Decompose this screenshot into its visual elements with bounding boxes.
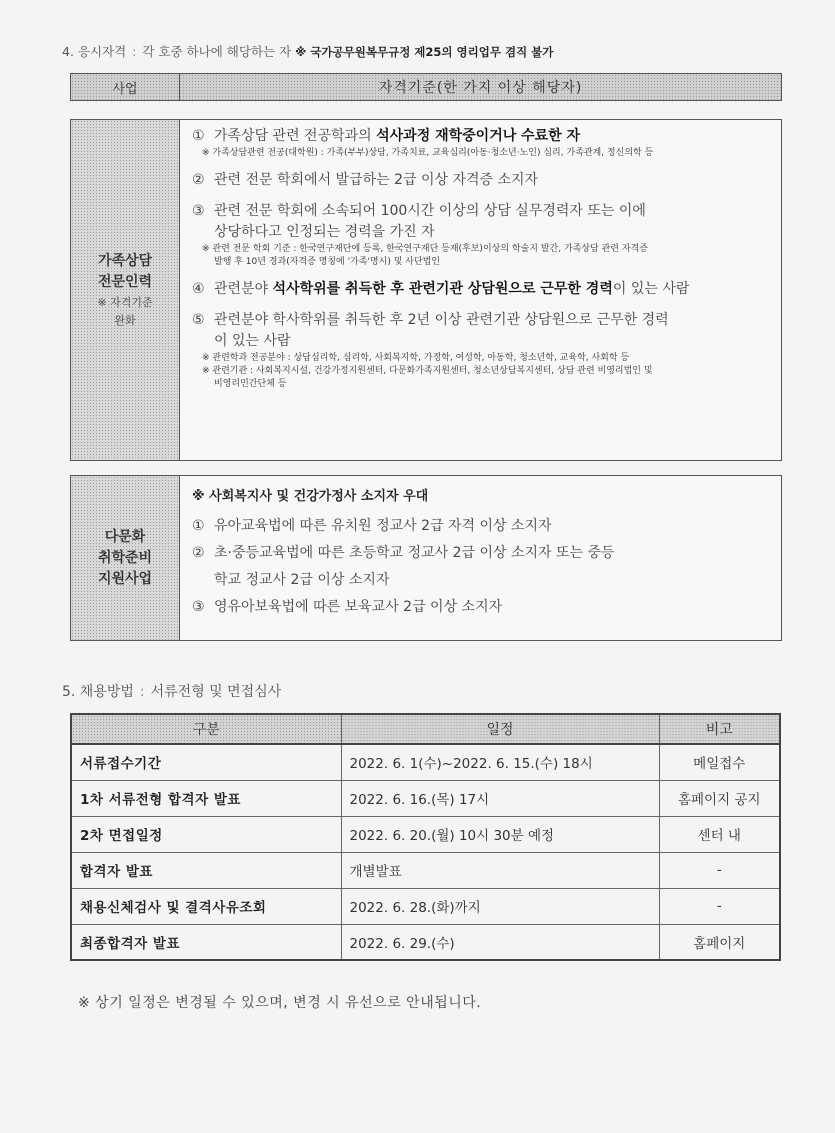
table-row	[71, 816, 780, 852]
header-category: 구분	[71, 714, 341, 744]
item-text-tail: 이 있는 사람	[612, 281, 690, 297]
row-remark: -	[659, 852, 780, 888]
table-row	[71, 744, 780, 780]
qualification-table-header	[70, 73, 782, 101]
row-remark: 홈페이지	[659, 924, 780, 960]
item-number: ①	[192, 128, 205, 144]
table-row	[71, 888, 780, 924]
item-text: 관련분야	[214, 281, 273, 297]
row-category: 채용신체검사 및 결격사유조회	[71, 888, 341, 924]
row-category: 최종합격자 발표	[71, 924, 341, 960]
row-category: 서류접수기간	[71, 744, 341, 780]
item-text: 관련분야 학사학위를 취득한 후 2년 이상 관련기관 상담원으로 근무한 경력	[214, 312, 669, 328]
family-counseling-label	[71, 120, 180, 460]
item-bold-text: 석사과정 재학중이거나 수료한 자	[376, 128, 581, 144]
header-date: 일정	[341, 714, 659, 744]
multicultural-block	[70, 475, 782, 641]
section-5-desc: 서류전형 및 면접심사	[150, 684, 282, 700]
item-text-cont: 학교 정교사 2급 이상 소지자	[214, 572, 390, 588]
family-label-sub1: ※ 자격기준	[97, 296, 153, 309]
row-date: 2022. 6. 29.(수)	[341, 924, 659, 960]
row-remark: 메일접수	[659, 744, 780, 780]
item-text: 유아교육법에 따른 유치원 정교사 2급 자격 이상 소지자	[214, 518, 552, 534]
multi-item-3	[192, 594, 771, 621]
multi-label-line3: 지원사업	[97, 570, 153, 587]
section-5-colon: :	[139, 684, 145, 700]
criteria-item-5-note3: 비영리민간단체 등	[214, 379, 287, 389]
row-date: 2022. 6. 20.(월) 10시 30분 예정	[341, 816, 659, 852]
criteria-item-5	[192, 310, 771, 352]
section-4-title	[62, 42, 553, 60]
schedule-header-row	[71, 714, 780, 744]
item-number: ③	[192, 203, 205, 219]
criteria-item-2	[192, 170, 771, 191]
section-4-heading: 4. 응시자격	[62, 44, 127, 59]
header-remark: 비고	[659, 714, 780, 744]
item-number: ⑤	[192, 312, 205, 328]
criteria-item-3-note1: ※ 관련 전문 학회 기준 : 한국연구재단에 등록, 한국연구재단 등재(후보)이상의 학술지 발간, 가족상담 관련 자격증	[202, 244, 648, 254]
criteria-item-5-note1: ※ 관련학과 전공분야 : 상담심리학, 심리학, 사회복지학, 가정학, 여성학, 아동학, 청소년학, 교육학, 사회학 등	[202, 353, 630, 363]
row-category: 2차 면접일정	[71, 816, 341, 852]
row-date: 2022. 6. 28.(화)까지	[341, 888, 659, 924]
item-text: 영유아보육법에 따른 보육교사 2급 이상 소지자	[214, 599, 503, 615]
header-business: 사업	[71, 74, 180, 100]
item-text: 가족상담 관련 전공학과의	[214, 128, 377, 144]
multi-item-1	[192, 513, 771, 540]
row-category: 합격자 발표	[71, 852, 341, 888]
item-text: 관련 전문 학회에서 발급하는 2급 이상 자격증 소지자	[214, 172, 539, 188]
multicultural-criteria-list	[180, 476, 781, 640]
row-remark: 홈페이지 공지	[659, 780, 780, 816]
multi-label-line2: 취학준비	[97, 549, 153, 566]
item-number: ①	[192, 518, 205, 534]
section-4-note: ※ 국가공무원복무규정 제25의 영리업무 겸직 불가	[295, 45, 554, 59]
family-label-line1: 가족상담	[97, 253, 153, 269]
criteria-item-5-note2: ※ 관련기관 : 사회복지시설, 건강가정지원센터, 다문화가족지원센터, 청소년상담복지센터, 상담 관련 비영리법인 및	[202, 366, 653, 376]
section-4-colon: :	[132, 44, 137, 59]
header-criteria: 자격기준(한 가지 이상 해당자)	[378, 80, 583, 96]
row-category: 1차 서류전형 합격자 발표	[71, 780, 341, 816]
item-text-cont: 상당하다고 인정되는 경력을 가진 자	[214, 224, 435, 240]
criteria-item-1-note: ※ 가족상담관련 전공(대학원) : 가족(부부)상담, 가족치료, 교육심리(아동·청소년·노인) 심리, 가족관계, 정신의학 등	[202, 148, 654, 158]
table-row	[71, 924, 780, 960]
criteria-item-1	[192, 126, 771, 147]
criteria-item-3-note2: 발행 후 10년 경과(자격증 명칭에 '가족'명시) 및 사단법인	[214, 257, 441, 267]
table-row	[71, 780, 780, 816]
row-date: 개별발표	[341, 852, 659, 888]
item-text-cont: 이 있는 사람	[214, 333, 291, 349]
row-date: 2022. 6. 16.(목) 17시	[341, 780, 659, 816]
schedule-footnote: ※ 상기 일정은 변경될 수 있으며, 변경 시 유선으로 안내됩니다.	[78, 995, 482, 1011]
multicultural-label	[71, 476, 180, 640]
item-bold-text: 석사학위를 취득한 후 관련기관 상담원으로 근무한 경력	[272, 281, 613, 297]
item-number: ②	[192, 172, 205, 188]
multi-item-2	[192, 540, 771, 594]
item-text: 관련 전문 학회에 소속되어 100시간 이상의 상담 실무경력자 또는 이에	[214, 203, 646, 219]
table-row	[71, 852, 780, 888]
row-date: 2022. 6. 1(수)~2022. 6. 15.(수) 18시	[341, 744, 659, 780]
family-label-sub2: 완화	[114, 314, 136, 327]
item-number: ④	[192, 281, 205, 297]
item-text: 초·중등교육법에 따른 초등학교 정교사 2급 이상 소지자 또는 중등	[214, 545, 615, 561]
row-remark: 센터 내	[659, 816, 780, 852]
family-criteria-list	[180, 120, 781, 460]
section-5-heading: 5. 채용방법	[62, 684, 134, 700]
family-label-line2: 전문인력	[97, 274, 153, 290]
item-number: ②	[192, 545, 205, 561]
section-4-desc: 각 호중 하나에 해당하는 자	[142, 44, 292, 59]
row-remark: -	[659, 888, 780, 924]
section-5-title	[62, 681, 281, 701]
item-number: ③	[192, 599, 205, 615]
preference-note: ※ 사회복지사 및 건강가정사 소지자 우대	[192, 489, 429, 504]
family-counseling-block	[70, 119, 782, 461]
multi-label-line1: 다문화	[104, 528, 146, 545]
criteria-item-4	[192, 279, 771, 300]
schedule-table	[70, 713, 781, 961]
criteria-item-3	[192, 201, 771, 243]
